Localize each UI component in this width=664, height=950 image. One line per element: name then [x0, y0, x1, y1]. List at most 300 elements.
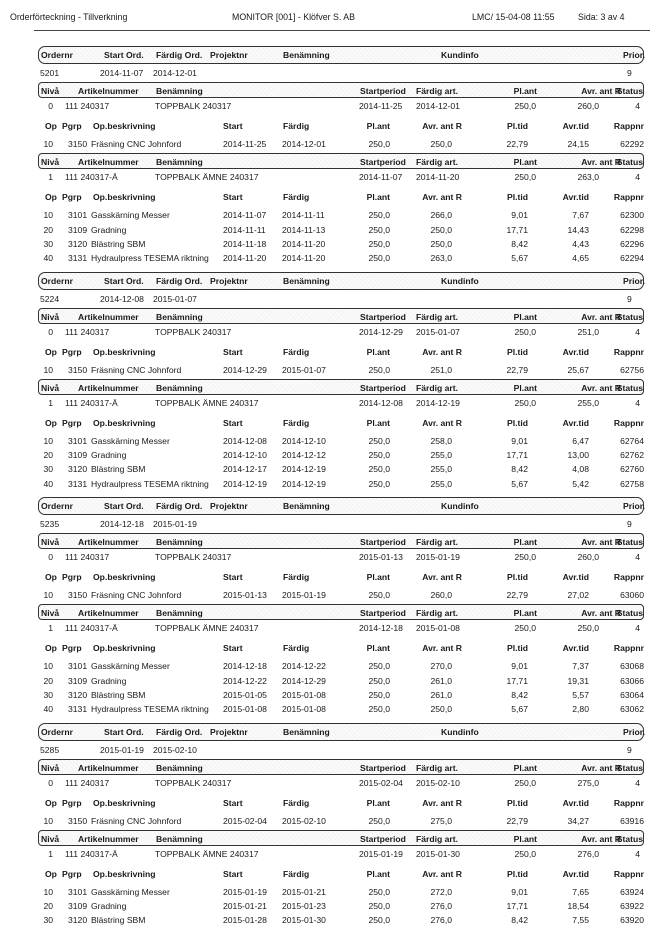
item-cell: 2015-01-07	[416, 326, 460, 337]
operation-col-header: Op.beskrivning	[93, 121, 156, 131]
operation-cell: 250,0	[368, 238, 390, 249]
operation-col-header: Op.beskrivning	[93, 797, 156, 808]
operation-col-header: Pgrp	[62, 868, 82, 879]
order-number: 5285	[40, 744, 60, 755]
operation-cell: 261,0	[430, 675, 452, 686]
item-col-header: Pl.ant	[513, 382, 537, 393]
operation-col-header: Pl.ant	[366, 192, 390, 203]
operation-cell: 63062	[620, 704, 644, 715]
order-col-header: Kundinfo	[441, 50, 479, 60]
order-col-header: Färdig Ord.	[156, 275, 203, 286]
operation-cell: 10	[43, 139, 53, 149]
operation-header	[0, 416, 664, 430]
operation-cell: 30	[43, 464, 53, 475]
operation-row	[0, 899, 664, 913]
operation-cell: 250,0	[368, 478, 390, 489]
operation-cell: 63916	[620, 815, 644, 826]
operation-cell: 5,67	[511, 704, 528, 715]
operation-cell: 3150	[68, 364, 88, 375]
item-col-header: Artikelnummer	[78, 157, 139, 168]
item-cell: 2014-12-29	[359, 326, 403, 337]
operation-col-header: Avr. ant R	[422, 797, 462, 808]
operation-col-header: Färdig	[283, 192, 310, 203]
operation-row	[0, 434, 664, 448]
header-rule	[34, 30, 650, 31]
operation-cell: 3101	[68, 886, 88, 897]
order-col-header: Projektnr	[210, 275, 248, 286]
operation-cell: 2014-12-18	[223, 661, 267, 672]
operation-cell: 62296	[620, 238, 644, 249]
operation-col-header: Rappnr	[613, 417, 644, 428]
operation-cell: 250,0	[430, 704, 452, 715]
operation-cell: 8,42	[511, 689, 528, 700]
order-col-header: Kundinfo	[441, 501, 479, 511]
operation-row	[0, 137, 664, 151]
operation-cell: 3150	[68, 815, 88, 826]
operation-row	[0, 251, 664, 265]
operation-row	[0, 885, 664, 899]
operation-col-header: Start	[223, 572, 243, 582]
operation-col-header: Rappnr	[613, 346, 644, 357]
operation-cell: 2015-01-07	[282, 364, 326, 375]
item-col-header: Benämning	[156, 833, 203, 844]
operation-col-header: Avr.tid	[562, 797, 589, 808]
operation-cell: 63920	[620, 915, 644, 926]
item-row	[0, 396, 664, 410]
operation-cell: 250,0	[368, 915, 390, 926]
operation-cell: Hydraulpress TESEMA riktning	[91, 478, 209, 489]
operation-cell: 3101	[68, 210, 88, 221]
item-cell: 2014-11-20	[416, 172, 460, 183]
order-number: 5224	[40, 293, 60, 304]
item-col-header: Benämning	[156, 537, 203, 547]
operation-cell: 261,0	[430, 689, 452, 700]
operation-row	[0, 913, 664, 927]
item-cell: 263,0	[577, 172, 599, 183]
operation-col-header: Start	[223, 868, 243, 879]
operation-cell: 250,0	[368, 901, 390, 912]
order-start: 2014-12-18	[100, 519, 144, 529]
item-cell: TOPPBALK ÄMNE 240317	[155, 623, 259, 634]
order-col-header: Ordernr	[41, 50, 73, 60]
operation-col-header: Avr. ant R	[422, 643, 462, 654]
operation-cell: 250,0	[368, 139, 390, 149]
item-col-header: Avr. ant R	[581, 762, 621, 773]
item-header-bar	[38, 830, 644, 846]
operation-cell: 62756	[620, 364, 644, 375]
operation-cell: 3120	[68, 915, 88, 926]
operation-col-header: Pl.ant	[366, 572, 390, 582]
item-cell: 2015-01-19	[416, 552, 460, 562]
operation-col-header: Pl.ant	[366, 121, 390, 131]
operation-cell: 250,0	[368, 435, 390, 446]
item-col-header: Startperiod	[360, 537, 406, 547]
item-col-header: Pl.ant	[513, 311, 537, 322]
operation-cell: Fräsning CNC Johnford	[91, 590, 182, 600]
order-col-header: Projektnr	[210, 501, 248, 511]
order-col-header: Projektnr	[210, 50, 248, 60]
item-col-header: Pl.ant	[513, 157, 537, 168]
item-cell: 250,0	[514, 172, 536, 183]
operation-col-header: Avr.tid	[562, 643, 589, 654]
operation-cell: 250,0	[368, 886, 390, 897]
operation-col-header: Pl.ant	[366, 643, 390, 654]
operation-cell: 3101	[68, 661, 88, 672]
operation-col-header: Avr.tid	[562, 868, 589, 879]
operation-col-header: Färdig	[283, 572, 310, 582]
order-col-header: Kundinfo	[441, 726, 479, 737]
item-cell: 0	[48, 777, 53, 788]
item-cell: 1	[48, 623, 53, 634]
item-col-header: Artikelnummer	[78, 311, 139, 322]
operation-cell: 40	[43, 253, 53, 264]
item-cell: 251,0	[577, 326, 599, 337]
item-cell: 4	[635, 623, 640, 634]
operation-cell: 250,0	[430, 139, 452, 149]
operation-cell: 63922	[620, 901, 644, 912]
item-cell: 2015-01-08	[416, 623, 460, 634]
order-header-bar	[38, 497, 644, 515]
operation-cell: 260,0	[430, 590, 452, 600]
operation-row	[0, 477, 664, 491]
operation-cell: 2015-01-19	[223, 886, 267, 897]
operation-cell: 2014-12-29	[223, 364, 267, 375]
operation-cell: 3109	[68, 901, 88, 912]
operation-header	[0, 119, 664, 133]
operation-col-header: Pgrp	[62, 417, 82, 428]
operation-cell: 10	[43, 435, 53, 446]
item-row	[0, 99, 664, 113]
item-cell: TOPPBALK 240317	[155, 777, 232, 788]
item-cell: 111 240317-Ä	[65, 397, 118, 408]
operation-cell: 250,0	[368, 450, 390, 461]
item-cell: 260,0	[577, 552, 599, 562]
operation-col-header: Start	[223, 192, 243, 203]
operation-cell: 7,67	[572, 210, 589, 221]
item-col-header: Startperiod	[360, 762, 406, 773]
item-header-bar	[38, 759, 644, 775]
item-cell: 0	[48, 326, 53, 337]
order-priority: 9	[627, 293, 632, 304]
operation-header	[0, 796, 664, 810]
item-col-header: Färdig art.	[416, 157, 459, 168]
operation-cell: 10	[43, 886, 53, 897]
operation-cell: 40	[43, 704, 53, 715]
item-col-header: Startperiod	[360, 86, 406, 96]
order-start: 2014-12-08	[100, 293, 144, 304]
item-cell: 111 240317-Ä	[65, 623, 118, 634]
order-number: 5201	[40, 68, 60, 78]
operation-col-header: Färdig	[283, 643, 310, 654]
operation-col-header: Op	[45, 572, 57, 582]
operation-row	[0, 223, 664, 237]
operation-cell: 9,01	[511, 435, 528, 446]
item-cell: TOPPBALK ÄMNE 240317	[155, 172, 259, 183]
operation-cell: 250,0	[430, 224, 452, 235]
operation-cell: Blästring SBM	[91, 464, 146, 475]
operation-col-header: Op.beskrivning	[93, 346, 156, 357]
operation-cell: Hydraulpress TESEMA riktning	[91, 704, 209, 715]
item-col-header: Färdig art.	[416, 311, 459, 322]
operation-col-header: Avr. ant R	[422, 868, 462, 879]
operation-cell: 3109	[68, 224, 88, 235]
operation-header	[0, 345, 664, 359]
item-col-header: Pl.ant	[513, 762, 537, 773]
item-cell: 0	[48, 552, 53, 562]
operation-cell: Fräsning CNC Johnford	[91, 364, 182, 375]
operation-cell: 2015-01-08	[282, 704, 326, 715]
operation-col-header: Pgrp	[62, 797, 82, 808]
operation-cell: Hydraulpress TESEMA riktning	[91, 253, 209, 264]
order-row	[0, 743, 664, 757]
operation-cell: Gasskärning Messer	[91, 886, 170, 897]
operation-cell: 266,0	[430, 210, 452, 221]
operation-cell: 251,0	[430, 364, 452, 375]
item-col-header: Benämning	[156, 86, 203, 96]
operation-cell: 2014-11-25	[223, 139, 267, 149]
operation-col-header: Pl.tid	[506, 868, 528, 879]
operation-cell: 63064	[620, 689, 644, 700]
item-col-header: Avr. ant R	[581, 311, 621, 322]
operation-cell: 24,15	[567, 139, 589, 149]
operation-col-header: Pgrp	[62, 346, 82, 357]
operation-cell: 19,31	[567, 675, 589, 686]
operation-cell: Fräsning CNC Johnford	[91, 139, 182, 149]
item-col-header: Status	[616, 86, 643, 96]
operation-col-header: Pl.ant	[366, 797, 390, 808]
operation-cell: 276,0	[430, 915, 452, 926]
operation-cell: 5,57	[572, 689, 589, 700]
item-col-header: Status	[616, 157, 643, 168]
item-cell: 2014-12-19	[416, 397, 460, 408]
operation-cell: 276,0	[430, 901, 452, 912]
operation-col-header: Op	[45, 192, 57, 203]
item-col-header: Startperiod	[360, 382, 406, 393]
operation-cell: 17,71	[506, 450, 528, 461]
operation-cell: 5,67	[511, 478, 528, 489]
operation-col-header: Avr.tid	[562, 192, 589, 203]
item-col-header: Pl.ant	[513, 537, 537, 547]
operation-cell: 5,67	[511, 253, 528, 264]
item-col-header: Artikelnummer	[78, 537, 139, 547]
item-col-header: Pl.ant	[513, 608, 537, 619]
item-cell: 4	[635, 326, 640, 337]
operation-cell: 250,0	[368, 689, 390, 700]
operation-cell: 255,0	[430, 464, 452, 475]
operation-cell: 10	[43, 815, 53, 826]
item-col-header: Avr. ant R	[581, 86, 621, 96]
order-col-header: Benämning	[283, 275, 330, 286]
operation-col-header: Start	[223, 417, 243, 428]
item-cell: 2014-12-18	[359, 623, 403, 634]
operation-cell: 2014-12-29	[282, 675, 326, 686]
item-cell: 111 240317	[65, 101, 110, 111]
operation-col-header: Avr. ant R	[422, 121, 462, 131]
item-col-header: Artikelnummer	[78, 762, 139, 773]
operation-cell: 3120	[68, 238, 88, 249]
item-cell: 2015-01-19	[359, 848, 403, 859]
operation-cell: 8,42	[511, 238, 528, 249]
operation-cell: 2015-01-28	[223, 915, 267, 926]
operation-cell: 63924	[620, 886, 644, 897]
operation-row	[0, 674, 664, 688]
operation-cell: 250,0	[368, 815, 390, 826]
order-col-header: Benämning	[283, 726, 330, 737]
item-col-header: Status	[616, 608, 643, 619]
operation-cell: 2015-01-08	[223, 704, 267, 715]
operation-col-header: Avr.tid	[562, 346, 589, 357]
item-col-header: Pl.ant	[513, 833, 537, 844]
operation-cell: 20	[43, 901, 53, 912]
operation-cell: 2014-12-10	[223, 450, 267, 461]
item-cell: TOPPBALK 240317	[155, 326, 232, 337]
operation-cell: 7,55	[572, 915, 589, 926]
operation-cell: 8,42	[511, 915, 528, 926]
operation-cell: 62760	[620, 464, 644, 475]
operation-cell: Gradning	[91, 224, 127, 235]
item-row	[0, 776, 664, 790]
operation-cell: 250,0	[368, 704, 390, 715]
print-info: LMC/ 15-04-08 11:55	[472, 12, 555, 22]
item-col-header: Färdig art.	[416, 86, 459, 96]
item-cell: 0	[48, 101, 53, 111]
item-col-header: Nivå	[41, 86, 60, 96]
operation-col-header: Pl.tid	[506, 121, 528, 131]
item-col-header: Avr. ant R	[581, 157, 621, 168]
item-col-header: Pl.ant	[513, 86, 537, 96]
item-cell: 276,0	[577, 848, 599, 859]
item-col-header: Färdig art.	[416, 833, 459, 844]
operation-header	[0, 570, 664, 584]
operation-cell: 250,0	[368, 364, 390, 375]
operation-col-header: Rappnr	[613, 192, 644, 203]
operation-cell: 275,0	[430, 815, 452, 826]
item-cell: 2014-12-08	[359, 397, 403, 408]
operation-col-header: Pl.ant	[366, 417, 390, 428]
operation-cell: 2014-11-20	[282, 253, 326, 264]
item-cell: 255,0	[577, 397, 599, 408]
operation-col-header: Op.beskrivning	[93, 192, 156, 203]
operation-cell: 9,01	[511, 886, 528, 897]
operation-cell: 2014-12-08	[223, 435, 267, 446]
item-cell: 2015-01-30	[416, 848, 460, 859]
operation-row	[0, 659, 664, 673]
item-row	[0, 847, 664, 861]
item-header-bar	[38, 604, 644, 620]
operation-cell: 3109	[68, 450, 88, 461]
item-row	[0, 325, 664, 339]
item-cell: 4	[635, 101, 640, 111]
item-cell: 4	[635, 848, 640, 859]
operation-col-header: Pl.tid	[506, 643, 528, 654]
order-header-bar	[38, 46, 644, 64]
item-col-header: Nivå	[41, 833, 60, 844]
order-col-header: Start Ord.	[104, 501, 144, 511]
item-col-header: Avr. ant R	[581, 537, 621, 547]
operation-col-header: Pgrp	[62, 192, 82, 203]
order-col-header: Ordernr	[41, 726, 73, 737]
order-row	[0, 517, 664, 531]
system-name: MONITOR [001] - Klöfver S. AB	[232, 12, 356, 22]
operation-row	[0, 688, 664, 702]
operation-cell: 3120	[68, 464, 88, 475]
operation-cell: Blästring SBM	[91, 238, 146, 249]
operation-header	[0, 641, 664, 655]
operation-cell: 2,80	[572, 704, 589, 715]
operation-col-header: Pl.ant	[366, 868, 390, 879]
operation-cell: 22,79	[506, 815, 528, 826]
operation-col-header: Pgrp	[62, 643, 82, 654]
order-col-header: Ordernr	[41, 501, 73, 511]
item-col-header: Nivå	[41, 311, 60, 322]
operation-cell: 18,54	[567, 901, 589, 912]
item-col-header: Avr. ant R	[581, 833, 621, 844]
operation-cell: 272,0	[430, 886, 452, 897]
operation-cell: 30	[43, 238, 53, 249]
item-col-header: Avr. ant R	[581, 382, 621, 393]
operation-cell: 63066	[620, 675, 644, 686]
order-col-header: Projektnr	[210, 726, 248, 737]
item-col-header: Artikelnummer	[78, 86, 139, 96]
order-col-header: Start Ord.	[104, 275, 144, 286]
operation-col-header: Op	[45, 643, 57, 654]
operation-cell: 250,0	[430, 238, 452, 249]
operation-cell: 20	[43, 450, 53, 461]
order-finish: 2015-02-10	[153, 744, 197, 755]
operation-cell: 2014-11-20	[223, 253, 267, 264]
operation-col-header: Pl.tid	[506, 417, 528, 428]
item-col-header: Nivå	[41, 537, 60, 547]
item-cell: 2014-11-25	[359, 101, 403, 111]
operation-cell: 14,43	[567, 224, 589, 235]
operation-cell: 3150	[68, 139, 88, 149]
item-col-header: Nivå	[41, 382, 60, 393]
item-col-header: Benämning	[156, 382, 203, 393]
operation-cell: 3131	[68, 253, 88, 264]
operation-row	[0, 208, 664, 222]
order-col-header: Prior.	[623, 726, 645, 737]
item-cell: 250,0	[514, 326, 536, 337]
operation-cell: 2014-12-22	[223, 675, 267, 686]
operation-cell: 2014-12-17	[223, 464, 267, 475]
item-col-header: Artikelnummer	[78, 833, 139, 844]
operation-cell: 3101	[68, 435, 88, 446]
operation-col-header: Rappnr	[613, 643, 644, 654]
operation-col-header: Avr. ant R	[422, 572, 462, 582]
item-col-header: Status	[616, 762, 643, 773]
item-cell: 2014-11-07	[359, 172, 403, 183]
operation-cell: 2014-11-07	[223, 210, 267, 221]
operation-cell: 250,0	[368, 675, 390, 686]
operation-cell: 4,43	[572, 238, 589, 249]
operation-col-header: Färdig	[283, 797, 310, 808]
item-cell: 250,0	[514, 777, 536, 788]
operation-cell: 2014-11-20	[282, 238, 326, 249]
operation-cell: 2015-01-30	[282, 915, 326, 926]
item-cell: 4	[635, 777, 640, 788]
operation-cell: Gradning	[91, 450, 127, 461]
operation-col-header: Avr. ant R	[422, 417, 462, 428]
operation-col-header: Op.beskrivning	[93, 643, 156, 654]
operation-cell: 4,08	[572, 464, 589, 475]
item-col-header: Färdig art.	[416, 537, 459, 547]
operation-col-header: Pl.tid	[506, 192, 528, 203]
operation-cell: 8,42	[511, 464, 528, 475]
operation-cell: 250,0	[368, 464, 390, 475]
item-cell: 2015-02-10	[416, 777, 460, 788]
operation-cell: Gasskärning Messer	[91, 661, 170, 672]
operation-col-header: Op.beskrivning	[93, 417, 156, 428]
